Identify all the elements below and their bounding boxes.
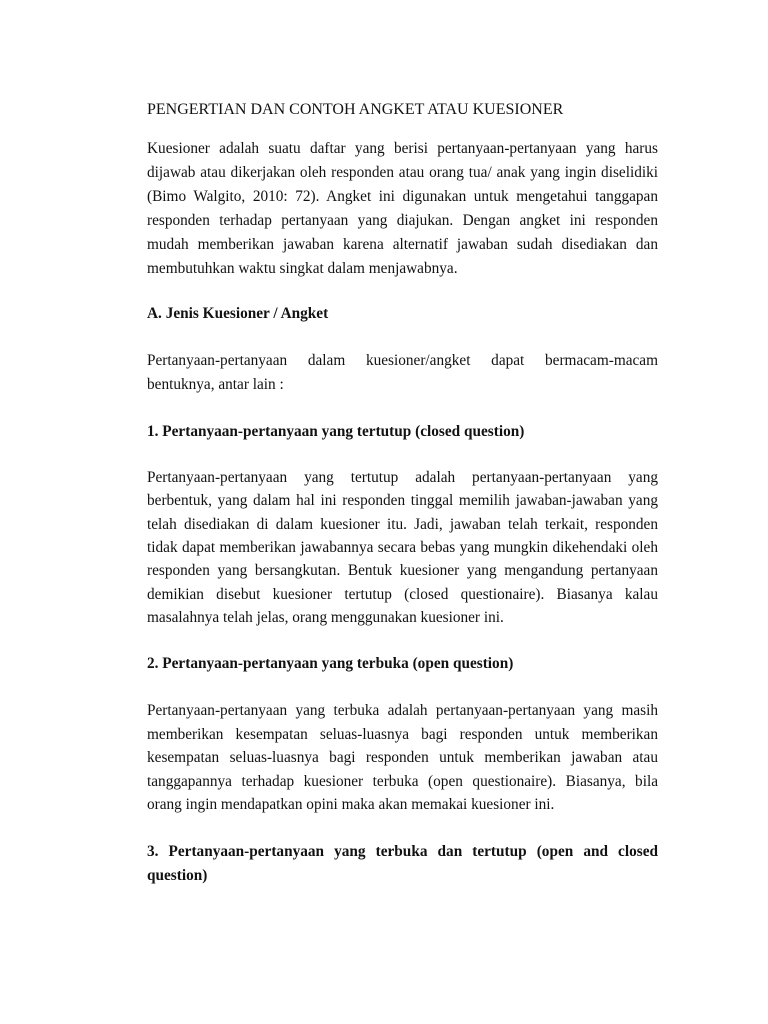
paragraph-line: masalahnya telah jelas, orang menggunakan kuesioner ini. bbox=[147, 609, 504, 627]
paragraph-line: membutuhkan waktu singkat dalam menjawabnya. bbox=[147, 260, 458, 277]
paragraph-line: orang ingin mendapatkan opini maka akan memakai kuesioner ini. bbox=[147, 796, 555, 813]
paragraph-line: kesempatan seluas-luasnya bagi responden untuk memberikan jawaban atau bbox=[147, 749, 658, 766]
paragraph-line: (Bimo Walgito, 2010: 72). Angket ini digunakan untuk mengetahui tanggapan bbox=[147, 188, 658, 205]
document-title: PENGERTIAN DAN CONTOH ANGKET ATAU KUESIONER bbox=[147, 101, 564, 118]
paragraph-line: berbentuk, yang dalam hal ini responden tinggal memilih jawaban-jawaban yang bbox=[147, 492, 658, 510]
heading-line: question) bbox=[147, 867, 208, 884]
section-a-paragraph bbox=[147, 349, 658, 397]
item-heading-3 bbox=[147, 840, 658, 888]
paragraph-line: Kuesioner adalah suatu daftar yang berisi pertanyaan-pertanyaan yang harus bbox=[147, 140, 658, 157]
paragraph-line: Pertanyaan-pertanyaan dalam kuesioner/angket dapat bermacam-macam bbox=[147, 352, 658, 369]
paragraph-line: tidak dapat memberikan jawabannya secara bebas yang mungkin dikehendaki oleh bbox=[147, 539, 658, 557]
item-heading-1: 1. Pertanyaan-pertanyaan yang tertutup (closed question) bbox=[147, 423, 525, 440]
paragraph-line: Pertanyaan-pertanyaan yang terbuka adalah pertanyaan-pertanyaan yang masih bbox=[147, 702, 658, 719]
paragraph-line: demikian disebut kuesioner tertutup (closed questionaire). Biasanya kalau bbox=[147, 585, 658, 603]
item-heading-2: 2. Pertanyaan-pertanyaan yang terbuka (open question) bbox=[147, 655, 514, 672]
paragraph-line: telah disediakan di dalam kuesioner itu. Jadi, jawaban telah terkait, responden bbox=[147, 515, 658, 533]
intro-paragraph bbox=[147, 137, 658, 281]
heading-line: 3. Pertanyaan-pertanyaan yang terbuka dan tertutup (open and closed bbox=[147, 843, 658, 860]
paragraph-line: dijawab atau dikerjakan oleh responden atau orang tua/ anak yang ingin diselidiki bbox=[147, 164, 658, 181]
paragraph-line: bentuknya, antar lain : bbox=[147, 376, 284, 393]
item-2-paragraph bbox=[147, 699, 658, 817]
paragraph-line: mudah memberikan jawaban karena alternatif jawaban sudah disediakan dan bbox=[147, 236, 658, 253]
paragraph-line: memberikan kesempatan seluas-luasnya bagi responden untuk memberikan bbox=[147, 725, 658, 743]
paragraph-line: Pertanyaan-pertanyaan yang tertutup adalah pertanyaan-pertanyaan yang bbox=[147, 469, 658, 486]
section-heading-a: A. Jenis Kuesioner / Angket bbox=[147, 305, 329, 322]
paragraph-line: responden yang bersangkutan. Bentuk kuesioner yang mengandung pertanyaan bbox=[147, 562, 658, 580]
item-1-paragraph bbox=[147, 466, 658, 629]
paragraph-line: tanggapannya terhadap kuesioner terbuka (open questionaire). Biasanya, bila bbox=[147, 772, 658, 790]
paragraph-line: responden terhadap pertanyaan yang diajukan. Dengan angket ini responden bbox=[147, 212, 658, 229]
